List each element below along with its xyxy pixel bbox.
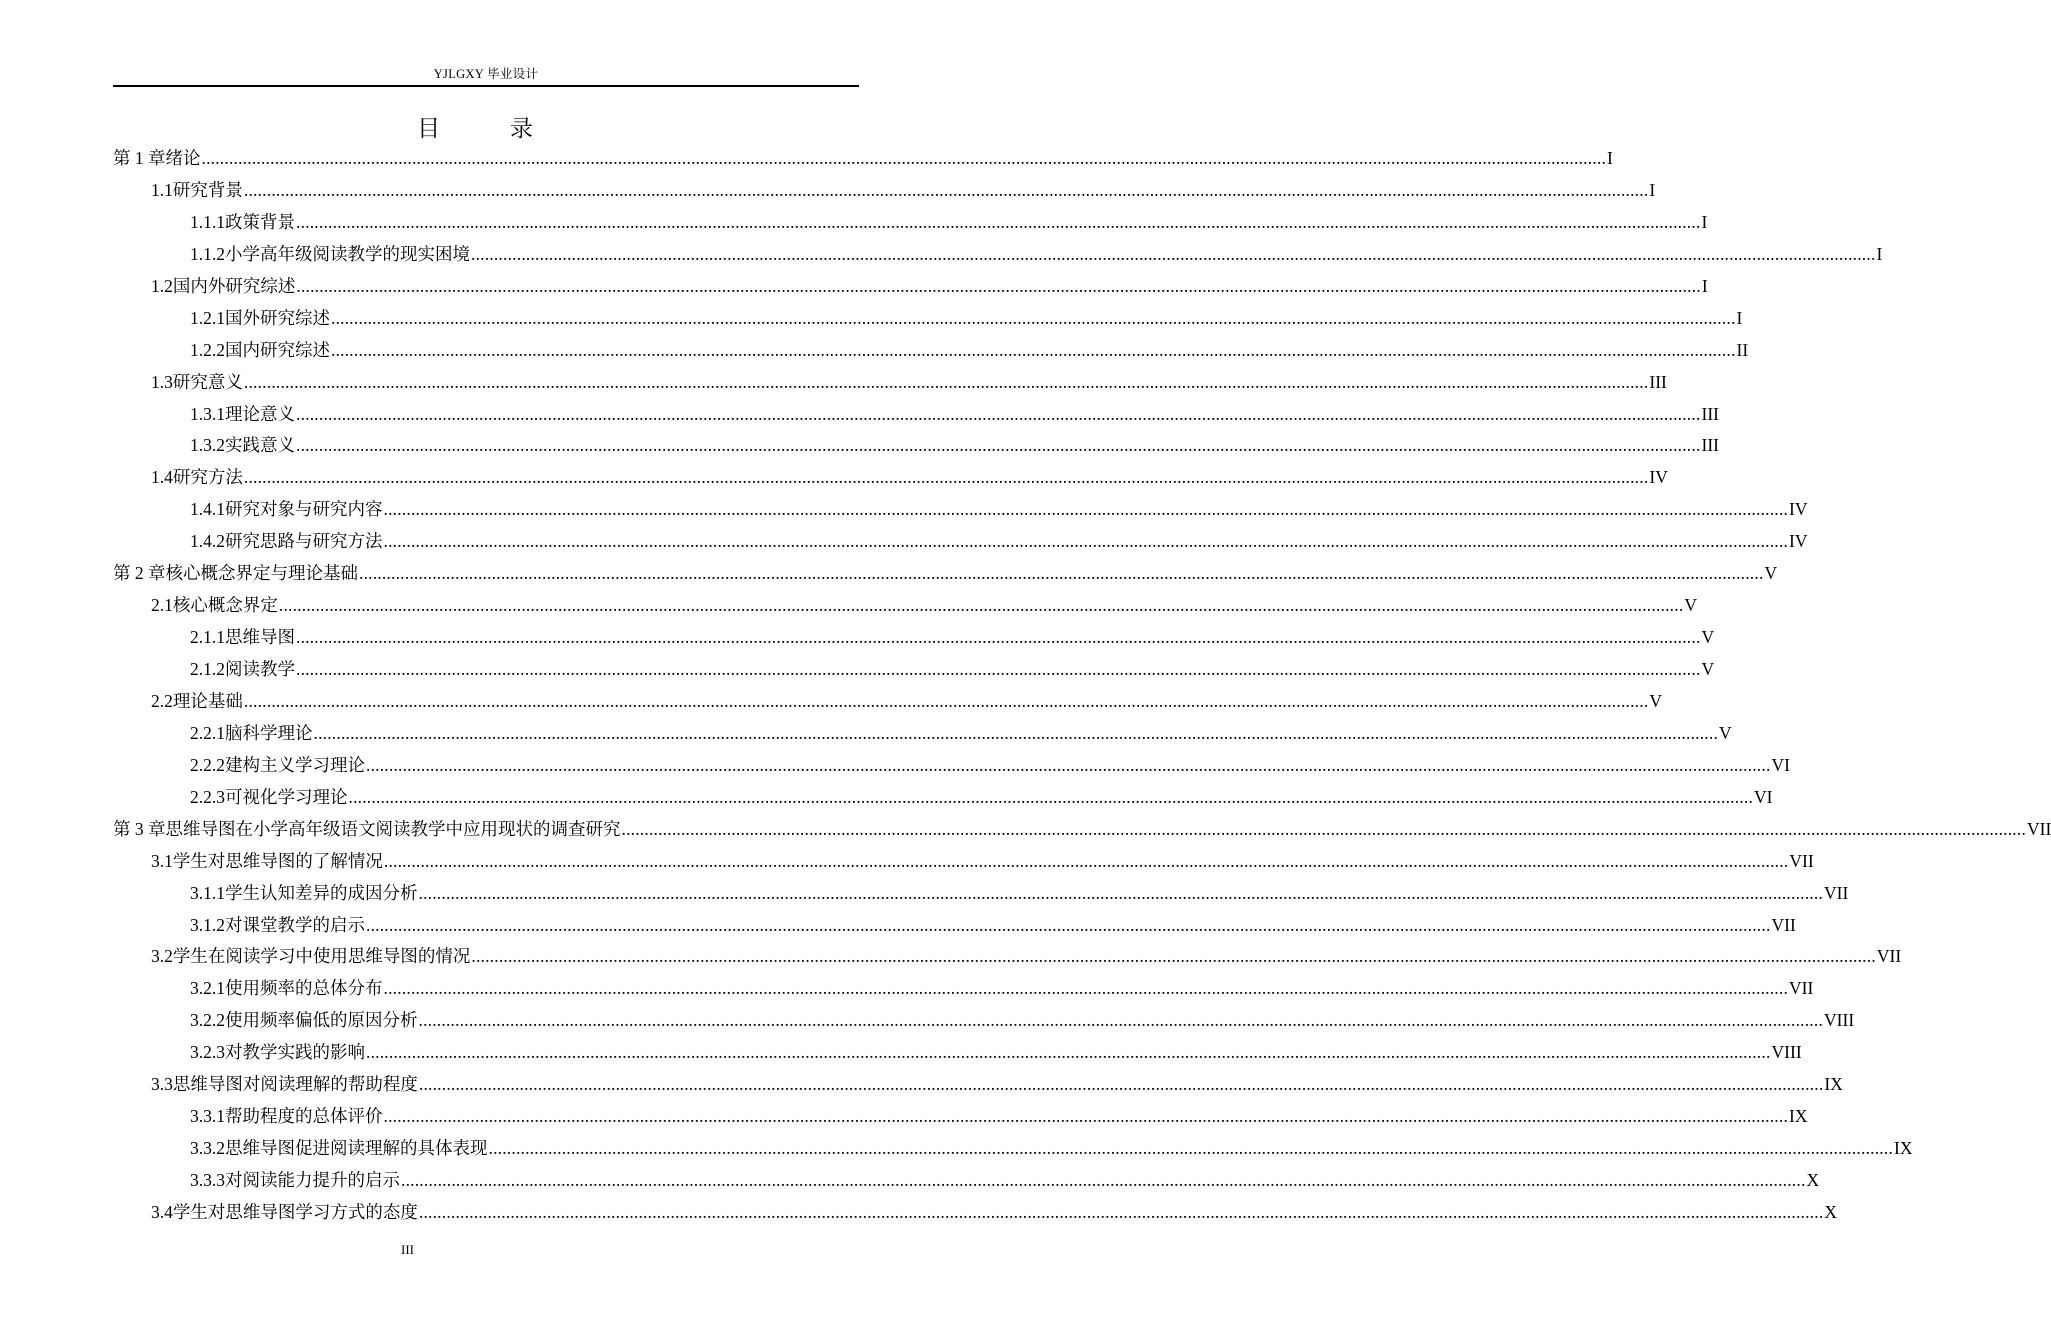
toc-entry-page: V xyxy=(1719,722,1732,743)
toc-entry[interactable] xyxy=(113,878,1849,910)
toc-entry-number: 3.3.1 xyxy=(190,1106,225,1127)
toc-entry-number: 3.2 xyxy=(151,946,173,967)
toc-dot-leader xyxy=(366,1037,1771,1069)
toc-entry[interactable] xyxy=(113,303,1743,335)
toc-entry-page: VII xyxy=(1789,850,1814,871)
toc-entry-page: IV xyxy=(1789,499,1808,520)
toc-entry-title: 学生对思维导图学习方式的态度 xyxy=(172,1201,418,1222)
toc-entry-number: 第 1 章 xyxy=(113,148,166,168)
toc-entry[interactable] xyxy=(113,973,1814,1005)
toc-dot-leader xyxy=(296,430,1701,462)
toc-dot-leader xyxy=(296,399,1701,431)
toc-entry-page: V xyxy=(1649,690,1663,711)
toc-entry-title: 阅读教学 xyxy=(225,659,295,679)
toc-dot-leader xyxy=(279,590,1684,622)
toc-entry[interactable] xyxy=(113,654,1715,686)
toc-entry-number: 1.3.1 xyxy=(190,403,225,424)
toc-entry-number: 3.1 xyxy=(151,850,173,871)
page-header xyxy=(113,64,859,87)
toc-entry-title: 小学高年级阅读教学的现实困境 xyxy=(225,243,470,264)
toc-dot-leader xyxy=(489,1133,1894,1165)
toc-entry-title: 国内研究综述 xyxy=(225,339,330,360)
toc-entry-title: 政策背景 xyxy=(225,211,295,232)
toc-entry[interactable] xyxy=(113,207,1708,239)
toc-entry-title: 研究背景 xyxy=(172,179,243,200)
toc-dot-leader xyxy=(384,973,1789,1005)
toc-entry[interactable] xyxy=(113,558,1778,590)
toc-dot-leader xyxy=(419,1197,1824,1229)
toc-entry-number: 3.3 xyxy=(151,1074,173,1095)
toc-entry-title: 实践意义 xyxy=(225,435,295,456)
toc-entry-title: 脑科学理论 xyxy=(225,722,313,743)
toc-entry-number: 第 2 章 xyxy=(113,563,166,584)
toc-entry-page: V xyxy=(1701,627,1715,648)
toc-entry-page: VII xyxy=(1771,914,1796,935)
toc-entry-title: 使用频率的总体分布 xyxy=(225,978,383,999)
toc-entry-page: X xyxy=(1824,1201,1838,1222)
toc-entry[interactable] xyxy=(113,814,2051,846)
toc-entry-page: V xyxy=(1764,563,1778,584)
toc-entry-number: 2.1.1 xyxy=(190,627,225,648)
toc-dot-leader xyxy=(296,271,1701,303)
toc-entry-title: 对课堂教学的启示 xyxy=(225,914,365,935)
toc-entry-page: I xyxy=(1701,275,1708,296)
toc-dot-leader xyxy=(419,878,1824,910)
toc-dot-leader xyxy=(244,686,1649,718)
toc-entry-number: 1.3.2 xyxy=(190,435,225,456)
toc-entry[interactable] xyxy=(113,750,1790,782)
toc-entry-title: 可视化学习理论 xyxy=(225,786,348,807)
toc-entry-title: 研究思路与研究方法 xyxy=(225,531,383,552)
toc-entry-page: IX xyxy=(1894,1138,1913,1159)
toc-entry[interactable] xyxy=(113,910,1796,942)
toc-dot-leader xyxy=(244,175,1649,207)
toc-entry-title: 研究对象与研究内容 xyxy=(225,499,383,520)
toc-entry[interactable] xyxy=(113,399,1720,431)
toc-entry-page: I xyxy=(1736,307,1743,328)
toc-entry-title: 对阅读能力提升的启示 xyxy=(225,1170,400,1190)
toc-entry-page: VI xyxy=(1771,754,1790,775)
toc-entry-number: 2.2.3 xyxy=(190,786,225,807)
toc-entry[interactable] xyxy=(113,590,1698,622)
toc-dot-leader xyxy=(359,558,1764,590)
toc-entry[interactable] xyxy=(113,462,1668,494)
toc-dot-leader xyxy=(296,207,1701,239)
toc-entry-page: I xyxy=(1876,243,1883,264)
toc-entry-number: 第 3 章 xyxy=(113,818,166,839)
toc-entry[interactable] xyxy=(113,335,1749,367)
toc-dot-leader xyxy=(296,622,1701,654)
toc-entry-number: 1.2.1 xyxy=(190,307,225,328)
toc-entry-number: 3.1.2 xyxy=(190,914,225,935)
table-of-contents xyxy=(113,143,2051,1229)
toc-entry-number: 2.1.2 xyxy=(190,659,225,679)
toc-entry-page: III xyxy=(1649,371,1667,392)
toc-entry-page: IX xyxy=(1824,1074,1843,1095)
toc-entry-number: 2.2.2 xyxy=(190,754,225,775)
toc-entry-title: 思维导图在小学高年级语文阅读教学中应用现状的调查研究 xyxy=(165,818,621,839)
page-title: 目 录 xyxy=(417,116,565,141)
toc-dot-leader xyxy=(296,654,1701,686)
toc-entry-number: 2.1 xyxy=(151,595,173,616)
toc-entry[interactable] xyxy=(113,686,1663,718)
toc-entry-page: V xyxy=(1684,595,1698,616)
toc-entry-title: 建构主义学习理论 xyxy=(225,754,365,775)
toc-entry-number: 3.1.1 xyxy=(190,882,225,903)
toc-entry-title: 研究意义 xyxy=(172,371,243,392)
toc-entry-title: 思维导图对阅读理解的帮助程度 xyxy=(172,1074,418,1095)
toc-entry-page: VII xyxy=(1876,946,1902,967)
toc-dot-leader xyxy=(384,1101,1789,1133)
toc-entry-page: VIII xyxy=(1824,1010,1855,1031)
toc-entry[interactable] xyxy=(113,239,1883,271)
toc-entry-title: 思维导图 xyxy=(225,627,295,648)
toc-dot-leader xyxy=(314,718,1719,750)
toc-entry-number: 3.3.2 xyxy=(190,1138,225,1159)
toc-entry[interactable] xyxy=(113,143,1613,175)
toc-entry[interactable] xyxy=(113,1197,1838,1229)
toc-entry-title: 研究方法 xyxy=(172,467,243,488)
toc-entry-number: 1.4 xyxy=(151,467,173,488)
toc-entry-page: VII xyxy=(1789,978,1814,999)
toc-entry-title: 学生认知差异的成因分析 xyxy=(225,882,418,903)
toc-entry-number: 1.4.1 xyxy=(190,499,225,520)
toc-entry-page: VII xyxy=(1824,882,1849,903)
toc-entry[interactable] xyxy=(113,846,1814,878)
toc-entry-page: IX xyxy=(1789,1106,1808,1127)
toc-entry-title: 思维导图促进阅读理解的具体表现 xyxy=(225,1138,488,1159)
toc-entry-page: III xyxy=(1701,435,1720,456)
toc-entry-page: IV xyxy=(1789,531,1808,552)
header-text: YJLGXY 毕业设计 xyxy=(433,67,539,81)
toc-dot-leader xyxy=(244,367,1649,399)
toc-entry-page: II xyxy=(1736,339,1749,360)
toc-entry[interactable] xyxy=(113,1005,1855,1037)
toc-entry-number: 3.3.3 xyxy=(190,1170,225,1190)
toc-entry[interactable] xyxy=(113,941,1902,973)
toc-dot-leader xyxy=(202,143,1607,175)
toc-entry-number: 1.1.1 xyxy=(190,211,225,232)
toc-entry[interactable] xyxy=(113,430,1720,462)
toc-dot-leader xyxy=(384,846,1789,878)
toc-entry-page: X xyxy=(1806,1170,1820,1190)
toc-entry[interactable] xyxy=(113,367,1667,399)
toc-dot-leader xyxy=(331,303,1736,335)
toc-dot-leader xyxy=(384,526,1789,558)
toc-entry[interactable] xyxy=(113,1037,1802,1069)
toc-entry-title: 对教学实践的影响 xyxy=(225,1042,365,1063)
toc-entry[interactable] xyxy=(113,1165,1820,1197)
toc-entry-title: 国外研究综述 xyxy=(225,307,330,328)
toc-entry-title: 使用频率偏低的原因分析 xyxy=(225,1010,418,1031)
toc-entry-title: 理论意义 xyxy=(225,403,295,424)
toc-entry-number: 3.2.2 xyxy=(190,1010,225,1031)
toc-entry-number: 3.2.1 xyxy=(190,978,225,999)
toc-entry-number: 3.4 xyxy=(151,1201,173,1222)
toc-entry[interactable] xyxy=(113,1101,1808,1133)
toc-entry-page: IV xyxy=(1649,467,1668,488)
toc-entry-page: VI xyxy=(1754,786,1773,807)
toc-entry-title: 国内外研究综述 xyxy=(172,275,296,296)
toc-dot-leader xyxy=(349,782,1754,814)
toc-entry[interactable] xyxy=(113,175,1656,207)
toc-entry-page: III xyxy=(1701,403,1720,424)
toc-entry-title: 学生在阅读学习中使用思维导图的情况 xyxy=(172,946,471,967)
toc-entry-number: 1.1 xyxy=(151,179,173,200)
toc-entry-number: 1.1.2 xyxy=(190,243,225,264)
toc-dot-leader xyxy=(471,239,1876,271)
toc-entry[interactable] xyxy=(113,1133,1913,1165)
toc-dot-leader xyxy=(622,814,2027,846)
page-footer xyxy=(0,1240,815,1260)
toc-entry-number: 2.2.1 xyxy=(190,722,225,743)
toc-entry[interactable] xyxy=(113,718,1732,750)
toc-entry-title: 核心概念界定 xyxy=(172,595,278,616)
toc-dot-leader xyxy=(331,335,1736,367)
toc-entry-number: 2.2 xyxy=(151,690,173,711)
toc-dot-leader xyxy=(419,1069,1824,1101)
footer-page-number: III xyxy=(401,1242,414,1257)
toc-entry[interactable] xyxy=(113,782,1773,814)
toc-entry-page: VIII xyxy=(1771,1042,1802,1063)
toc-entry-number: 1.3 xyxy=(151,371,173,392)
toc-entry[interactable] xyxy=(113,1069,1843,1101)
toc-entry-page: I xyxy=(1649,179,1656,200)
toc-dot-leader xyxy=(384,494,1789,526)
toc-entry-number: 1.2 xyxy=(151,275,173,296)
toc-entry-number: 3.2.3 xyxy=(190,1042,225,1063)
toc-entry[interactable] xyxy=(113,526,1808,558)
toc-dot-leader xyxy=(471,941,1876,973)
toc-entry-page: I xyxy=(1701,211,1708,232)
toc-dot-leader xyxy=(244,462,1649,494)
toc-dot-leader xyxy=(366,750,1771,782)
toc-entry-page: V xyxy=(1701,659,1715,679)
toc-entry-title: 理论基础 xyxy=(172,690,243,711)
toc-entry-number: 1.4.2 xyxy=(190,531,225,552)
toc-entry[interactable] xyxy=(113,271,1708,303)
toc-dot-leader xyxy=(419,1005,1824,1037)
toc-entry-title: 核心概念界定与理论基础 xyxy=(165,563,358,584)
toc-entry-page: I xyxy=(1607,148,1613,168)
toc-entry-number: 1.2.2 xyxy=(190,339,225,360)
toc-entry-title: 帮助程度的总体评价 xyxy=(225,1106,383,1127)
toc-dot-leader xyxy=(401,1165,1806,1197)
toc-entry-title: 绪论 xyxy=(165,148,201,168)
toc-entry-page: VII xyxy=(2027,818,2051,839)
toc-entry[interactable] xyxy=(113,622,1715,654)
toc-entry-title: 学生对思维导图的了解情况 xyxy=(172,850,383,871)
toc-dot-leader xyxy=(366,910,1771,942)
toc-entry[interactable] xyxy=(113,494,1808,526)
